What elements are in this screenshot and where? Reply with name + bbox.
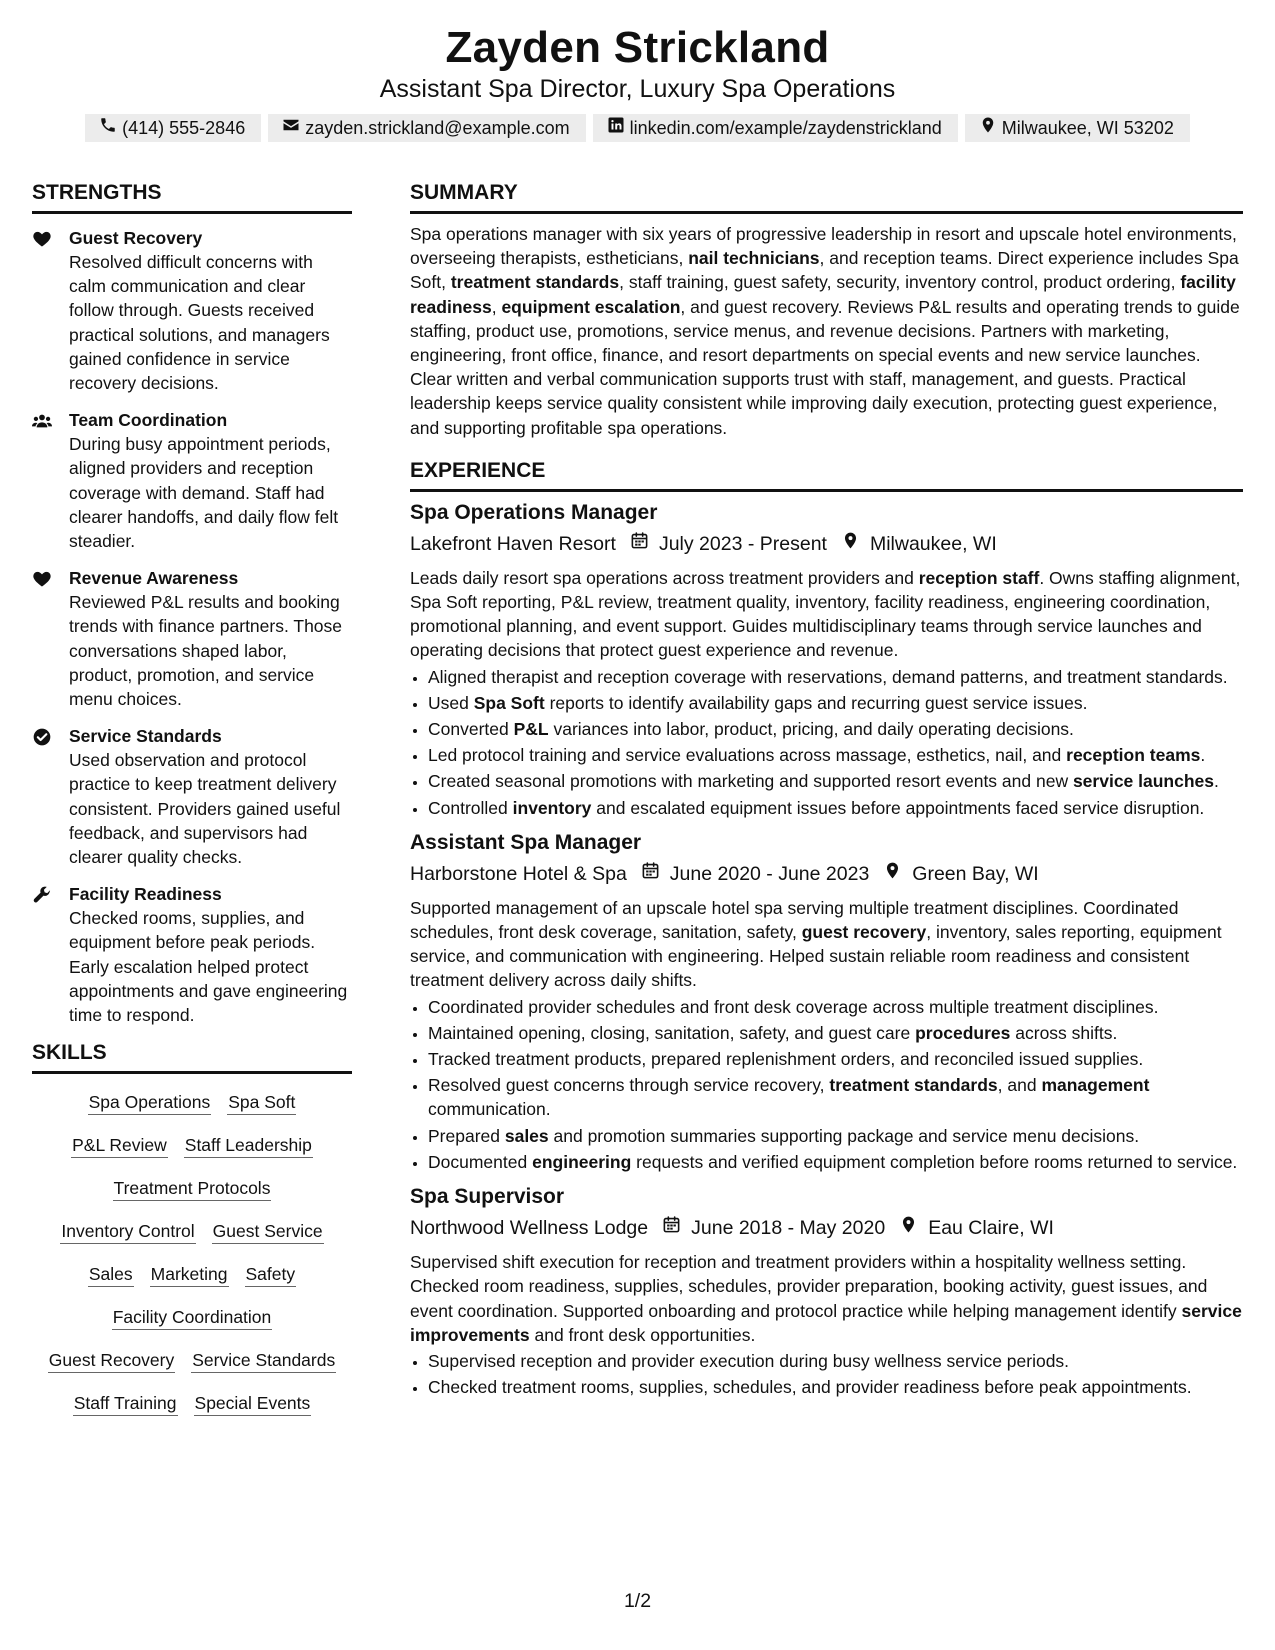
strength-title: Team Coordination bbox=[69, 410, 228, 431]
contact-email[interactable] bbox=[268, 114, 585, 142]
skill-row bbox=[32, 1305, 352, 1330]
bullet-item: • Coordinated provider schedules and front desk coverage across multiple treatment disciplines. bbox=[428, 995, 1243, 1019]
strength-description: Resolved difficult concerns with calm communication and clear follow through. Guests received practical solutions, and managers gained confidence in service recovery decisions. bbox=[69, 252, 330, 394]
bullet-item: • Tracked treatment products, prepared replenishment orders, and reconciled issued supplies. bbox=[428, 1047, 1243, 1071]
skill-tag: Staff Training bbox=[73, 1391, 178, 1416]
company-name: Harborstone Hotel & Spa bbox=[410, 862, 627, 885]
linkedin-icon bbox=[607, 116, 625, 140]
bullet-item: • Created seasonal promotions with marketing and supported resort events and new service launches. bbox=[428, 769, 1243, 793]
strength-description: Used observation and protocol practice to keep treatment delivery consistent. Providers gained useful feedback, and supervisors had clearer quality checks. bbox=[69, 750, 341, 868]
job-location: Milwaukee, WI bbox=[869, 532, 997, 555]
job-dates: June 2020 - June 2023 bbox=[669, 862, 870, 885]
strength-item bbox=[32, 566, 352, 711]
bullet-item: • Resolved guest concerns through service recovery, treatment standards, and management communication. bbox=[428, 1073, 1243, 1121]
skill-tag: Spa Operations bbox=[88, 1090, 212, 1115]
map-pin-icon bbox=[869, 860, 912, 888]
job-meta bbox=[410, 1214, 1243, 1242]
job-summary: Supported management of an upscale hotel spa serving multiple treatment disciplines. Coordinated schedules, front desk coverage, sanitation, safety, guest recovery, inventory, sales reporting, equipment service, and communication with engineering. Helped sustain reliable room readiness and consistent treatment delivery across daily shifts. bbox=[410, 897, 1222, 991]
wrench-icon bbox=[32, 882, 69, 1027]
skill-row bbox=[32, 1133, 352, 1158]
company-name: Lakefront Haven Resort bbox=[410, 532, 616, 555]
experience-entry bbox=[410, 500, 1243, 820]
experience-list bbox=[410, 500, 1243, 1399]
phone-icon bbox=[99, 116, 117, 140]
skill-row bbox=[32, 1348, 352, 1373]
left-column bbox=[32, 180, 352, 1434]
contact-location bbox=[965, 114, 1190, 142]
job-dates: July 2023 - Present bbox=[658, 532, 827, 555]
linkedin-text: linkedin.com/example/zaydenstrickland bbox=[629, 118, 942, 138]
phone-text: (414) 555-2846 bbox=[122, 118, 246, 138]
skill-tag: P&L Review bbox=[71, 1133, 168, 1158]
experience-entry bbox=[410, 830, 1243, 1174]
skill-tag: Marketing bbox=[150, 1262, 229, 1287]
job-dates: June 2018 - May 2020 bbox=[691, 1217, 886, 1240]
strength-title: Facility Readiness bbox=[69, 884, 222, 905]
bullet-item: • Prepared sales and promotion summaries supporting package and service menu decisions. bbox=[428, 1124, 1243, 1148]
strength-item bbox=[32, 408, 352, 553]
skill-row bbox=[32, 1391, 352, 1416]
right-column bbox=[410, 180, 1243, 1434]
skill-tag: Guest Recovery bbox=[48, 1348, 175, 1373]
strength-description: Checked rooms, supplies, and equipment before peak periods. Early escalation helped protect appointments and gave engineering time to respond. bbox=[69, 908, 348, 1026]
experience-heading: EXPERIENCE bbox=[410, 458, 1243, 492]
strengths-list bbox=[32, 226, 352, 1027]
bullet-item: • Led protocol training and service evaluations across massage, esthetics, nail, and reception teams. bbox=[428, 743, 1243, 767]
contact-bar bbox=[0, 114, 1275, 142]
experience-entry bbox=[410, 1184, 1243, 1399]
company-name: Northwood Wellness Lodge bbox=[410, 1217, 649, 1240]
bullet-item: • Used Spa Soft reports to identify availability gaps and recurring guest service issues. bbox=[428, 691, 1243, 715]
strength-title: Guest Recovery bbox=[69, 228, 203, 248]
job-bullets bbox=[410, 665, 1243, 820]
skills-list bbox=[32, 1088, 352, 1416]
envelope-icon bbox=[282, 116, 300, 140]
candidate-name: Zayden Strickland bbox=[445, 23, 830, 72]
job-title: Spa Supervisor bbox=[410, 1185, 565, 1209]
skill-tag: Special Events bbox=[194, 1391, 312, 1416]
resume-body bbox=[32, 180, 1243, 1434]
job-title: Assistant Spa Manager bbox=[410, 830, 642, 854]
skill-row bbox=[32, 1219, 352, 1244]
job-title: Spa Operations Manager bbox=[410, 500, 658, 524]
candidate-title: Assistant Spa Director, Luxury Spa Operations bbox=[379, 75, 896, 103]
bullet-item: • Supervised reception and provider execution during busy wellness service periods. bbox=[428, 1349, 1243, 1373]
strength-description: During busy appointment periods, aligned providers and reception coverage with demand. Staff had clearer handoffs, and daily flow felt steadier. bbox=[69, 434, 339, 552]
summary-text: Spa operations manager with six years of progressive leadership in resort and upscale hotel environments, overseeing therapists, estheticians, nail technicians, and reception teams. Direct experience includes Spa Soft, treatment standards, staff training, guest safety, security, inventory control, product ordering, facility readiness, equipment escalation, and guest recovery. Reviews P&L results and operating trends to guide staffing, product use, promotions, service menus, and revenue decisions. Partners with marketing, engineering, front office, finance, and resort departments on special events and new service launches. Clear written and verbal communication supports trust with staff, management, and guests. Practical leadership keeps service quality consistent while improving daily execution, protecting guest experience, and supporting profitable spa operations. bbox=[410, 224, 1240, 438]
job-location: Eau Claire, WI bbox=[928, 1217, 1054, 1240]
bullet-item: • Aligned therapist and reception coverage with reservations, demand patterns, and treatment standards. bbox=[428, 665, 1243, 689]
summary-heading: SUMMARY bbox=[410, 180, 1243, 214]
skill-tag: Guest Service bbox=[212, 1219, 324, 1244]
job-summary: Supervised shift execution for reception and treatment providers within a hospitality wellness setting. Checked room readiness, supplies, schedules, provider preparation, booking activity, guest issues, and event coordination. Supported onboarding and protocol practice while helping management identify service improvements and front desk opportunities. bbox=[410, 1252, 1242, 1345]
job-meta bbox=[410, 860, 1243, 888]
calendar-icon bbox=[627, 860, 670, 888]
skill-tag: Safety bbox=[245, 1262, 297, 1287]
map-pin-icon bbox=[885, 1214, 928, 1242]
strength-title: Revenue Awareness bbox=[69, 568, 239, 589]
bullet-item: • Maintained opening, closing, sanitation, safety, and guest care procedures across shifts. bbox=[428, 1021, 1243, 1045]
skill-row bbox=[32, 1090, 352, 1115]
location-text: Milwaukee, WI 53202 bbox=[1001, 118, 1174, 138]
skill-tag: Inventory Control bbox=[60, 1219, 195, 1244]
job-meta bbox=[410, 530, 1243, 558]
job-summary: Leads daily resort spa operations across treatment providers and reception staff. Owns staffing alignment, Spa Soft reporting, P&L review, treatment quality, inventory, facility readiness, engineering coordination, promotional planning, and event support. Guides multidisciplinary teams through service launches and operating decisions that protect guest experience and revenue. bbox=[410, 567, 1241, 661]
strength-item bbox=[32, 226, 352, 395]
heart-icon bbox=[32, 566, 69, 711]
contact-linkedin[interactable] bbox=[593, 114, 958, 142]
check-circle-icon bbox=[32, 724, 69, 869]
job-bullets bbox=[410, 995, 1243, 1174]
map-pin-icon bbox=[979, 116, 997, 140]
contact-phone[interactable] bbox=[85, 114, 261, 142]
strength-description: Reviewed P&L results and booking trends with finance partners. Those conversations shaped labor, product, promotion, and service menu choices. bbox=[69, 592, 343, 710]
bullet-item: • Checked treatment rooms, supplies, schedules, and provider readiness before peak appointments. bbox=[428, 1375, 1243, 1399]
strength-title: Service Standards bbox=[69, 726, 222, 747]
skill-tag: Staff Leadership bbox=[184, 1133, 313, 1158]
resume-header bbox=[0, 0, 1275, 142]
bullet-item: • Documented engineering requests and verified equipment completion before rooms returned to service. bbox=[428, 1150, 1243, 1174]
strengths-heading: STRENGTHS bbox=[32, 180, 352, 214]
skill-row bbox=[32, 1262, 352, 1287]
skill-tag: Service Standards bbox=[191, 1348, 336, 1373]
skill-row bbox=[32, 1176, 352, 1201]
skill-tag: Sales bbox=[88, 1262, 134, 1287]
skill-tag: Treatment Protocols bbox=[113, 1176, 272, 1201]
job-bullets bbox=[410, 1349, 1243, 1399]
bullet-item: • Converted P&L variances into labor, product, pricing, and daily operating decisions. bbox=[428, 717, 1243, 741]
strength-item bbox=[32, 724, 352, 869]
skills-heading: SKILLS bbox=[32, 1040, 352, 1074]
bullet-item: • Controlled inventory and escalated equipment issues before appointments faced service disruption. bbox=[428, 796, 1243, 820]
heart-icon bbox=[32, 226, 69, 395]
calendar-icon bbox=[648, 1214, 691, 1242]
strength-item bbox=[32, 882, 352, 1027]
skill-tag: Spa Soft bbox=[227, 1090, 296, 1115]
map-pin-icon bbox=[827, 530, 870, 558]
email-text: zayden.strickland@example.com bbox=[305, 118, 570, 138]
page-number: 1/2 bbox=[623, 1590, 652, 1612]
calendar-icon bbox=[616, 530, 659, 558]
job-location: Green Bay, WI bbox=[912, 862, 1039, 885]
skill-tag: Facility Coordination bbox=[112, 1305, 273, 1330]
users-icon bbox=[32, 408, 69, 553]
